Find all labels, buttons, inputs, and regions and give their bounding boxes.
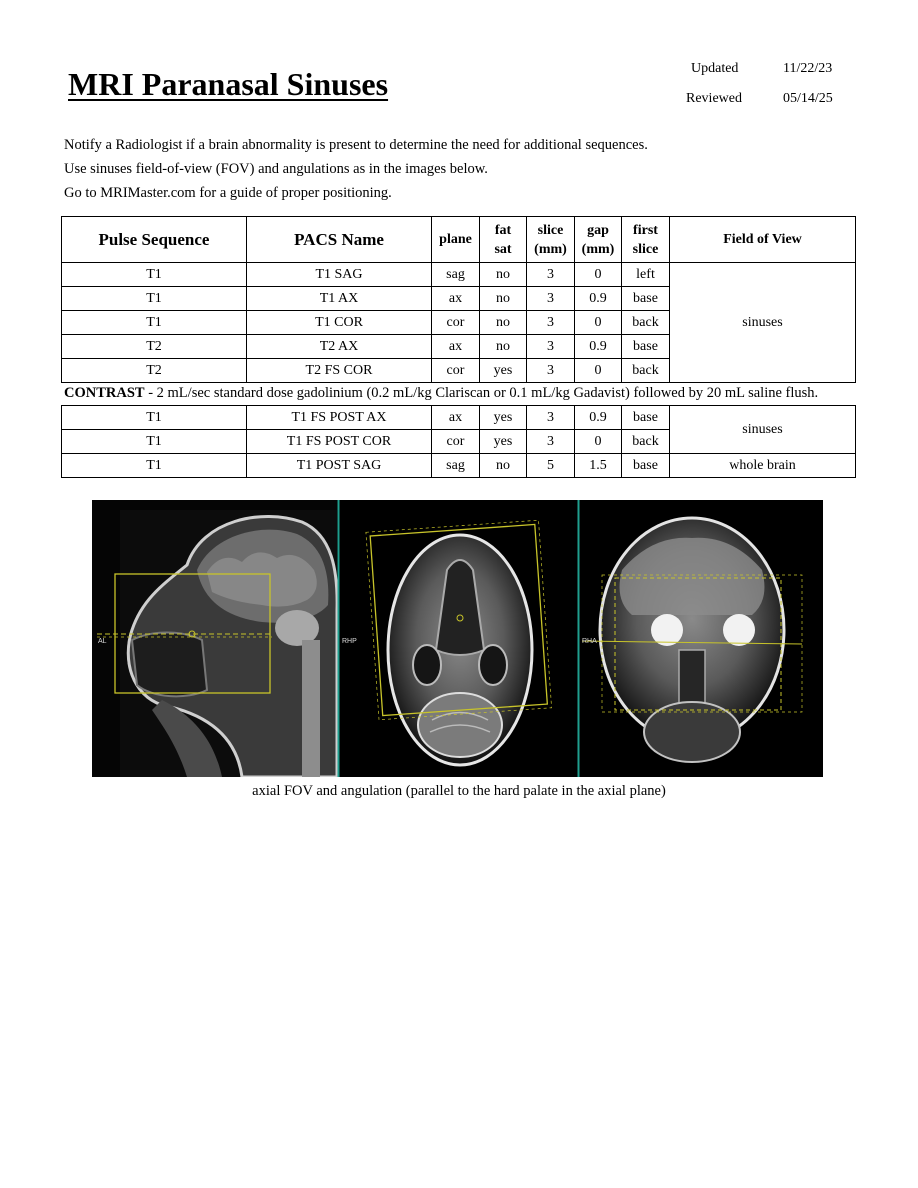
header-pacs-name: PACS Name	[247, 217, 432, 263]
cell-slice: 3	[527, 430, 575, 454]
header-text: sat	[494, 241, 512, 257]
cell-plane: ax	[432, 406, 480, 430]
cell-first-slice: back	[622, 430, 670, 454]
cell-first-slice: base	[622, 454, 670, 478]
cell-pacs: T1 SAG	[247, 263, 432, 287]
cell-fat-sat: no	[480, 454, 527, 478]
cell-fat-sat: yes	[480, 359, 527, 383]
mri-planning-images	[92, 500, 823, 777]
contrast-text: - 2 mL/sec standard dose gadolinium (0.2 mL/kg Clariscan or 0.1 mL/kg Gadavist) followed by 20 mL saline flush.	[144, 385, 819, 401]
cell-first-slice: base	[622, 406, 670, 430]
cell-fat-sat: no	[480, 287, 527, 311]
cell-gap: 0.9	[575, 335, 622, 359]
protocol-table	[61, 216, 856, 383]
cell-pacs: T2 FS COR	[247, 359, 432, 383]
cell-first-slice: base	[622, 335, 670, 359]
cell-fat-sat: no	[480, 335, 527, 359]
cell-slice: 3	[527, 287, 575, 311]
table-row	[62, 263, 856, 287]
instruction-line: Go to MRIMaster.com for a guide of proper positioning.	[64, 185, 392, 201]
cell-plane: cor	[432, 359, 480, 383]
cell-fat-sat: no	[480, 311, 527, 335]
header-text: fat	[494, 222, 512, 238]
cell-slice: 3	[527, 263, 575, 287]
cell-first-slice: left	[622, 263, 670, 287]
mri-panels-svg	[92, 500, 823, 777]
reviewed-date: 05/14/25	[783, 91, 833, 106]
cell-gap: 0.9	[575, 406, 622, 430]
header-first-slice	[622, 217, 670, 263]
cell-slice: 3	[527, 335, 575, 359]
cell-plane: cor	[432, 430, 480, 454]
cell-sequence: T1	[62, 430, 247, 454]
cell-sequence: T1	[62, 454, 247, 478]
sagittal-panel	[92, 500, 337, 777]
cell-gap: 0	[575, 430, 622, 454]
cell-slice: 3	[527, 359, 575, 383]
cell-pacs: T1 COR	[247, 311, 432, 335]
header-text: gap	[587, 222, 609, 238]
header-text: first	[633, 222, 658, 238]
coronal-panel	[580, 500, 823, 777]
header-field-of-view: Field of View	[670, 217, 856, 263]
contrast-note	[64, 385, 818, 402]
header-pulse-sequence: Pulse Sequence	[62, 217, 247, 263]
cell-gap: 0	[575, 311, 622, 335]
cell-plane: ax	[432, 287, 480, 311]
orientation-label: RHA	[582, 638, 597, 645]
header-text: (mm)	[581, 241, 615, 257]
cell-gap: 0.9	[575, 287, 622, 311]
instruction-line: Notify a Radiologist if a brain abnormality is present to determine the need for additional sequences.	[64, 137, 648, 153]
post-contrast-table	[61, 405, 856, 478]
cell-sequence: T1	[62, 287, 247, 311]
cell-sequence: T1	[62, 263, 247, 287]
axial-panel	[340, 500, 577, 777]
header-text: slice	[632, 241, 659, 257]
cell-pacs: T2 AX	[247, 335, 432, 359]
cell-first-slice: base	[622, 287, 670, 311]
cell-first-slice: back	[622, 311, 670, 335]
cell-gap: 1.5	[575, 454, 622, 478]
updated-label: Updated	[691, 61, 739, 76]
cell-fat-sat: no	[480, 263, 527, 287]
cell-plane: cor	[432, 311, 480, 335]
reviewed-label: Reviewed	[686, 91, 742, 106]
cell-fov: whole brain	[670, 454, 856, 478]
cell-sequence: T2	[62, 359, 247, 383]
cell-pacs: T1 POST SAG	[247, 454, 432, 478]
cell-plane: sag	[432, 454, 480, 478]
header-text: (mm)	[534, 241, 567, 257]
header-plane: plane	[432, 217, 480, 263]
table-row	[62, 406, 856, 430]
cell-slice: 3	[527, 311, 575, 335]
cell-fov: sinuses	[670, 263, 856, 383]
header-text: slice	[537, 222, 564, 238]
cell-plane: ax	[432, 335, 480, 359]
cell-fov: sinuses	[670, 406, 856, 454]
cell-gap: 0	[575, 263, 622, 287]
instruction-line: Use sinuses field-of-view (FOV) and angulations as in the images below.	[64, 161, 488, 177]
cell-sequence: T2	[62, 335, 247, 359]
cell-slice: 5	[527, 454, 575, 478]
cell-pacs: T1 FS POST AX	[247, 406, 432, 430]
orientation-label: RHP	[342, 638, 357, 645]
cell-slice: 3	[527, 406, 575, 430]
cell-plane: sag	[432, 263, 480, 287]
header-slice-mm	[527, 217, 575, 263]
cell-sequence: T1	[62, 406, 247, 430]
cell-fat-sat: yes	[480, 406, 527, 430]
updated-date: 11/22/23	[783, 61, 833, 76]
cell-pacs: T1 FS POST COR	[247, 430, 432, 454]
orientation-label: AL	[98, 638, 107, 645]
cell-pacs: T1 AX	[247, 287, 432, 311]
image-caption: axial FOV and angulation (parallel to the hard palate in the axial plane)	[252, 783, 666, 799]
cell-sequence: T1	[62, 311, 247, 335]
header-gap-mm	[575, 217, 622, 263]
contrast-label: CONTRAST	[64, 385, 145, 401]
page-title: MRI Paranasal Sinuses	[68, 66, 389, 102]
table-row	[62, 454, 856, 478]
instructions	[64, 133, 648, 205]
cell-gap: 0	[575, 359, 622, 383]
cell-first-slice: back	[622, 359, 670, 383]
table-header-row	[62, 217, 856, 263]
header-fat-sat	[480, 217, 527, 263]
cell-fat-sat: yes	[480, 430, 527, 454]
